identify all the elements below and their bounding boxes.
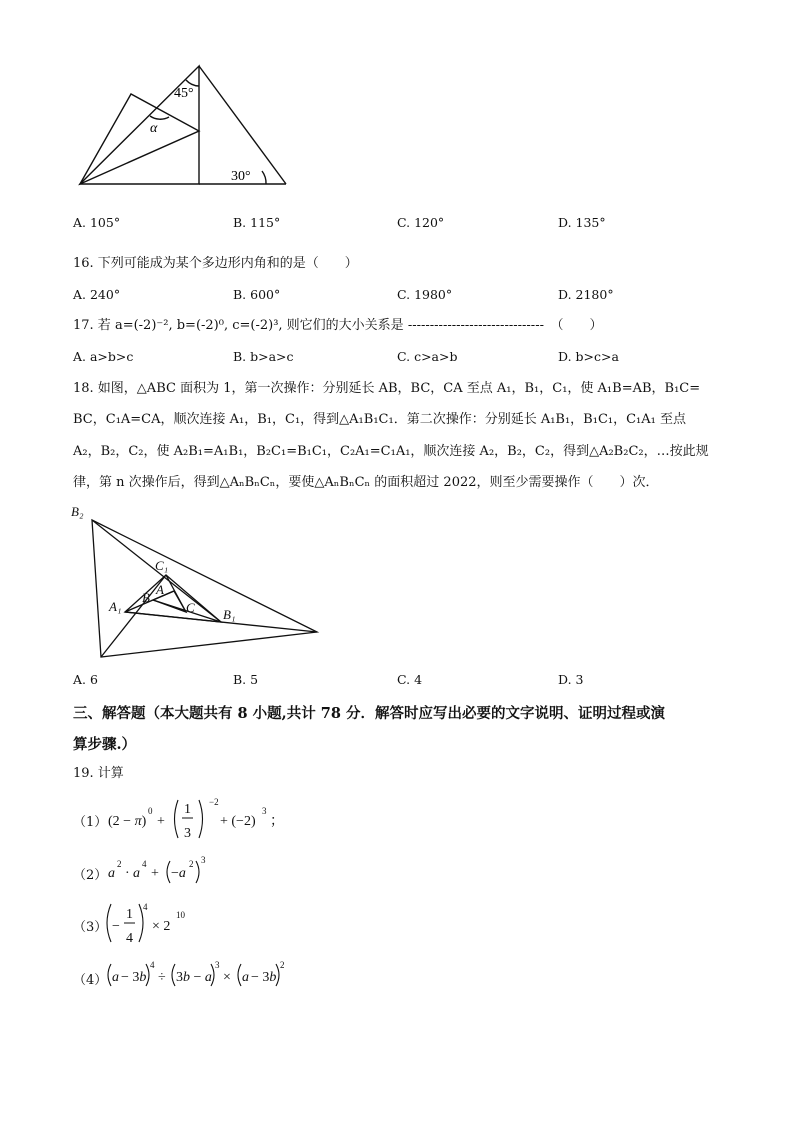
angle-alpha-label: α (150, 121, 158, 136)
q16-option-d: D. 2180° (558, 287, 614, 302)
q18-line-3: A₂，B₂，C₂，使 A₂B₁=A₁B₁，B₂C₁=B₁C₁，C₂A₁=C₁A₁，顺次连接 A₂，B₂，C₂，得到△A₂B₂C₂，…按此规 (73, 444, 709, 459)
angle-30-label: 30° (231, 169, 251, 184)
svg-text:0: 0 (148, 806, 153, 816)
left-triangle (80, 94, 199, 184)
q16-text: 16. 下列可能成为某个多边形内角和的是（ ） (73, 256, 358, 271)
q19-part-3-formula (105, 896, 195, 946)
q15-option-c: C. 120° (397, 215, 445, 230)
section-heading-line2: 算步骤.） (73, 736, 137, 753)
svg-text:4: 4 (126, 931, 133, 946)
svg-text:a: a (112, 970, 119, 985)
q17-option-a: A. a>b>c (73, 349, 134, 364)
q18-option-c: C. 4 (397, 672, 423, 687)
right-triangle (80, 66, 199, 184)
svg-text:3: 3 (215, 960, 220, 970)
label-b1: B₁ (223, 607, 236, 622)
svg-text:÷: ÷ (158, 970, 166, 985)
q19-part-3-label: （3） (73, 920, 108, 935)
q19-part-4-formula (105, 955, 305, 991)
svg-text:a: a (242, 970, 249, 985)
q18-line-4: 律，第 n 次操作后，得到△AₙBₙCₙ，要使△AₙBₙCₙ 的面积超过 2022，则至少需要操作（ ）次． (73, 475, 659, 490)
svg-text:+: + (151, 866, 159, 881)
q15-option-b: B. 115° (233, 215, 281, 230)
svg-text:− 3b: − 3b (251, 970, 277, 985)
svg-text:3: 3 (201, 855, 206, 865)
label-c: C (186, 600, 195, 615)
q18-line-1: 18. 如图，△ABC 面积为 1，第一次操作：分别延长 AB，BC，CA 至点 A₁，B₁，C₁，使 A₁B=AB，B₁C= (73, 381, 701, 396)
q16-option-b: B. 600° (233, 287, 281, 302)
q19-part-2-label: （2） (73, 868, 108, 883)
svg-text:− 3b: − 3b (121, 970, 147, 985)
q16-option-c: C. 1980° (397, 287, 453, 302)
q17-option-b: B. b>a>c (233, 349, 294, 364)
q16-option-a: A. 240° (73, 287, 121, 302)
svg-text:2: 2 (189, 859, 194, 869)
triangle-figure-q15 (70, 58, 300, 190)
svg-text:−a: −a (171, 866, 186, 881)
q18-option-b: B. 5 (233, 672, 259, 687)
svg-text:−: − (112, 919, 120, 934)
svg-text:a: a (133, 866, 140, 881)
q17-option-c: C. c>a>b (397, 349, 458, 364)
svg-text:3: 3 (262, 806, 267, 816)
triangle-figure-q18 (68, 500, 328, 665)
svg-text:·: · (125, 866, 130, 881)
q19-part-4-label: （4） (73, 973, 108, 988)
angle-45-label: 45° (174, 86, 194, 101)
label-c1: C₁ (155, 558, 169, 573)
q19-part-1-formula (105, 796, 285, 846)
svg-text:−2: −2 (209, 797, 219, 807)
svg-text:10: 10 (176, 910, 185, 920)
label-b2: B₂ (71, 504, 84, 519)
svg-text:4: 4 (142, 859, 147, 869)
q18-option-d: D. 3 (558, 672, 584, 687)
svg-text:3: 3 (184, 826, 191, 841)
svg-text:×: × (223, 970, 231, 985)
label-a: A (156, 582, 164, 597)
label-a1: A₁ (109, 599, 122, 614)
q17-option-d: D. b>c>a (558, 349, 619, 364)
svg-text:(2 − π): (2 − π) (108, 814, 147, 829)
svg-text:2: 2 (117, 859, 122, 869)
svg-text:+ (−2): + (−2) (220, 814, 256, 829)
q15-option-d: D. 135° (558, 215, 606, 230)
q19-part-2-formula (105, 852, 215, 886)
svg-text:1: 1 (184, 802, 191, 817)
svg-text:+: + (157, 814, 165, 829)
svg-text:3b − a: 3b − a (176, 970, 212, 985)
section-heading-line1: 三、解答题（本大题共有 8 小题,共计 78 分．解答时应写出必要的文字说明、证明过程或演 (73, 705, 666, 722)
q19-part-1-label: （1） (73, 815, 108, 830)
q17-text: 17. 若 a=(-2)⁻², b=(-2)⁰, c=(-2)³, 则它们的大小关系是 ------------------------------- （ ） (73, 318, 603, 333)
q15-option-a: A. 105° (73, 215, 121, 230)
label-b: B (142, 590, 150, 605)
q18-option-a: A. 6 (73, 672, 98, 687)
svg-text:4: 4 (150, 960, 155, 970)
q19-title: 19. 计算 (73, 766, 124, 781)
svg-text:；: ； (270, 814, 284, 829)
svg-text:2: 2 (280, 960, 285, 970)
q18-line-2: BC，C₁A=CA，顺次连接 A₁，B₁，C₁，得到△A₁B₁C₁．第二次操作：分别延长 A₁B₁，B₁C₁，C₁A₁ 至点 (73, 412, 686, 427)
svg-text:× 2: × 2 (152, 919, 171, 934)
svg-text:a: a (108, 866, 115, 881)
svg-text:4: 4 (143, 902, 148, 912)
svg-text:1: 1 (126, 907, 133, 922)
